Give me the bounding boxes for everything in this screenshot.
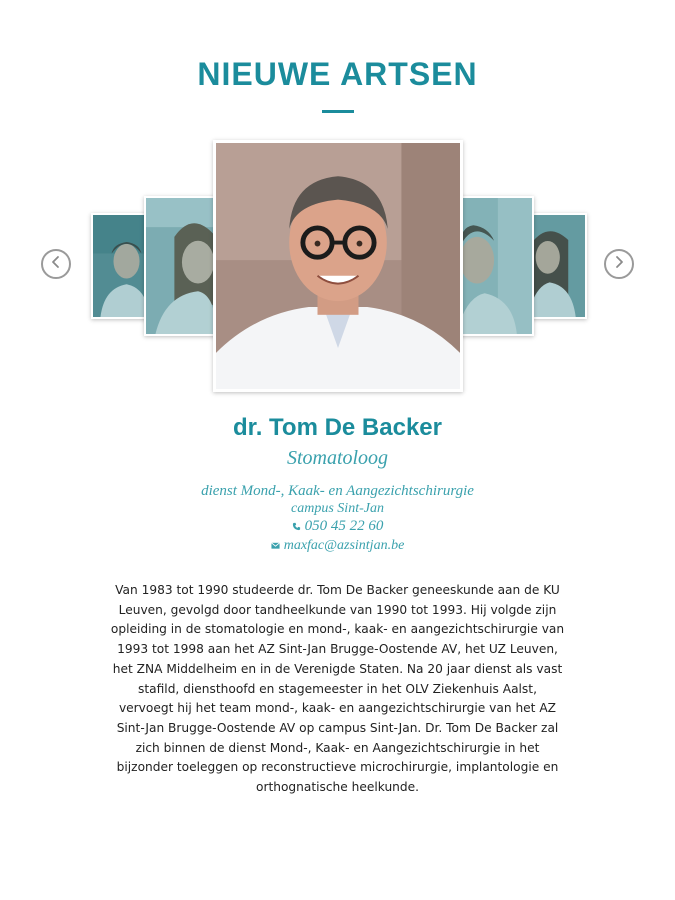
doctor-department: dienst Mond-, Kaak- en Aangezichtschirurgie [201,483,474,499]
carousel-photo-right-far[interactable] [529,213,587,319]
carousel-photo-left-far[interactable] [91,213,149,319]
envelope-icon [271,541,280,550]
doctor-campus: campus Sint-Jan [291,501,384,516]
chevron-right-icon [612,255,626,274]
doctor-email-row[interactable] [0,538,675,554]
doctor-email[interactable]: maxfac@azsintjan.be [283,538,405,553]
doctor-bio: Van 1983 tot 1990 studeerde dr. Tom De Backer geneeskunde aan de KU Leuven, gevolgd door tandheelkunde van 1990 tot 1993. Hij volgde zijn opleiding in de stomatologie en mond-, kaak- en aangezichtschirurgie van 1993 tot 1998 aan het AZ Sint-Jan Brugge-Oostende AV, het UZ Leuven, het ZNA Middelheim en in de Verenigde Staten. Na 20 jaar dienst als vast stafild, diensthoofd en stagemeester in het OLV Ziekenhuis Aalst, vervoegt hij het team mond-, kaak- en aangezichtschirurgie van het AZ Sint-Jan Brugge-Oostende AV op campus Sint-Jan. Dr. Tom De Backer zal zich binnen de dienst Mond-, Kaak- en Aangezichtschirurgie in het bijzonder toeleggen op reconstructieve microchirurgie, implantologie en orthognatische heelkunde. [110,583,565,795]
doctor-specialty: Stomatoloog [286,447,389,469]
carousel-photo-right-near[interactable] [458,196,534,336]
doctor-photo-main[interactable] [213,140,463,392]
page-title: NIEUWE ARTSEN [197,56,478,92]
carousel-photo-left-near[interactable] [144,196,218,336]
carousel-prev-button[interactable] [41,249,71,279]
phone-icon [292,522,301,531]
title-underline [322,110,354,113]
carousel-next-button[interactable] [604,249,634,279]
doctor-phone[interactable]: 050 45 22 60 [304,518,384,534]
chevron-left-icon [49,255,63,274]
doctor-phone-row[interactable] [0,518,675,535]
doctor-name: dr. Tom De Backer [233,414,442,441]
